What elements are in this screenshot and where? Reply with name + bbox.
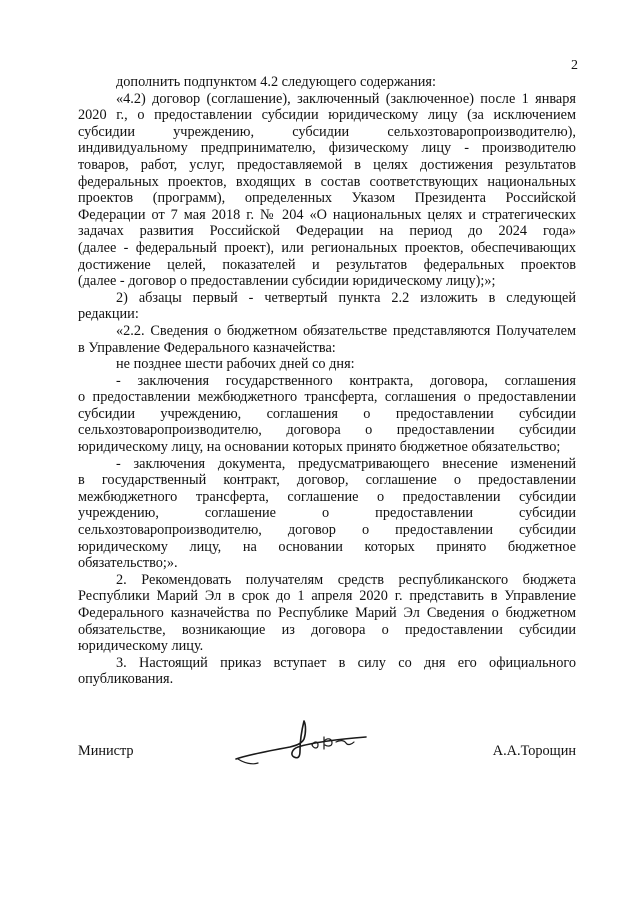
text-line: Федерации от 7 мая 2018 г. № 204 «О национальных целях и стратегических: [78, 206, 576, 223]
text-line: (далее - договор о предоставлении субсидии юридическому лицу);»;: [78, 273, 496, 290]
text-line: субсидии учреждению, субсидии сельхозтоваропроизводителю),: [78, 123, 576, 140]
paragraph-8: [78, 572, 576, 655]
paragraph-5: [78, 356, 576, 373]
text-line: «2.2. Сведения о бюджетном обязательстве представляются Получателем: [116, 322, 576, 339]
text-line: Федерального казначейства по Республике Марий Эл Сведения о бюджетном: [78, 605, 576, 621]
signature-block: [78, 733, 576, 773]
paragraph-7: [78, 456, 576, 572]
text-line: обязательство;».: [78, 555, 178, 572]
paragraph-3: [78, 290, 576, 323]
text-line: 2) абзацы первый - четвертый пункта 2.2 изложить в следующей: [116, 289, 576, 306]
handwritten-signature: [228, 715, 378, 775]
text-line: 3. Настоящий приказ вступает в силу со дня его официального: [116, 654, 576, 671]
text-line: «4.2) договор (соглашение), заключенный (заключенное) после 1 января: [116, 90, 576, 107]
text-line: - заключения государственного контракта, договора, соглашения: [116, 372, 576, 389]
text-line: обязательстве, возникающие из договора о предоставлении субсидии: [78, 621, 576, 638]
text-line: сельхозтоваропроизводителю, договор о предоставлении субсидии: [78, 522, 576, 539]
text-line: - заключения документа, предусматривающего внесение изменений: [116, 455, 576, 472]
text-line: товаров, работ, услуг, предоставляемой в целях достижения результатов: [78, 156, 576, 173]
text-line: в Управление Федерального казначейства:: [78, 339, 336, 356]
text-line: не позднее шести рабочих дней со дня:: [116, 356, 355, 373]
page-number: 2: [571, 58, 578, 73]
text-line: задачах развития Российской Федерации на период до 2024 года»: [78, 223, 576, 240]
text-line: (далее - федеральный проект), или региональных проектов, обеспечивающих: [78, 239, 576, 256]
text-line: федеральных проектов, входящих в состав соответствующих национальных: [78, 173, 576, 190]
text-line: индивидуальному предпринимателю, физическому лицу - производителю: [78, 140, 576, 157]
paragraph-9: [78, 655, 576, 688]
text-line: Республики Марий Эл в срок до 1 апреля 2020 г. представить в Управление: [78, 588, 576, 605]
text-line: юридическому лицу, на основании которых принято бюджетное: [78, 538, 576, 555]
text-line: дополнить подпунктом 4.2 следующего содержания:: [116, 74, 436, 90]
text-line: 2020 г., о предоставлении субсидии юридическому лицу (за исключением: [78, 107, 576, 124]
text-line: юридическому лицу, на основании которых принято бюджетное обязательство;: [78, 439, 561, 456]
paragraph-2: [78, 91, 576, 290]
signer-name: А.А.Торощин: [492, 743, 576, 759]
text-line: достижение целей, показателей и результатов федеральных проектов: [78, 256, 576, 273]
paragraph-4: [78, 323, 576, 356]
text-line: 2. Рекомендовать получателям средств республиканского бюджета: [116, 571, 576, 588]
text-line: редакции:: [78, 306, 139, 323]
text-line: межбюджетного трансферта, соглашение о предоставлении субсидии: [78, 488, 576, 505]
paragraph-6: [78, 373, 576, 456]
text-line: юридическому лицу.: [78, 638, 204, 655]
text-line: опубликования.: [78, 671, 174, 688]
text-line: о предоставлении межбюджетного трансферта, соглашения о предоставлении: [78, 389, 576, 406]
text-line: проектов (программ), определенных Указом Президента Российской: [78, 190, 576, 207]
document-body: [78, 74, 576, 688]
text-line: сельхозтоваропроизводителю, договора о предоставлении субсидии: [78, 422, 576, 439]
paragraph-1: [78, 74, 576, 91]
text-line: в государственный контракт, договор, соглашение о предоставлении: [78, 472, 576, 489]
text-line: субсидии учреждению, соглашения о предоставлении субсидии: [78, 405, 576, 422]
text-line: учреждению, соглашение о предоставлении субсидии: [78, 505, 576, 522]
signer-title: Министр: [78, 743, 134, 759]
